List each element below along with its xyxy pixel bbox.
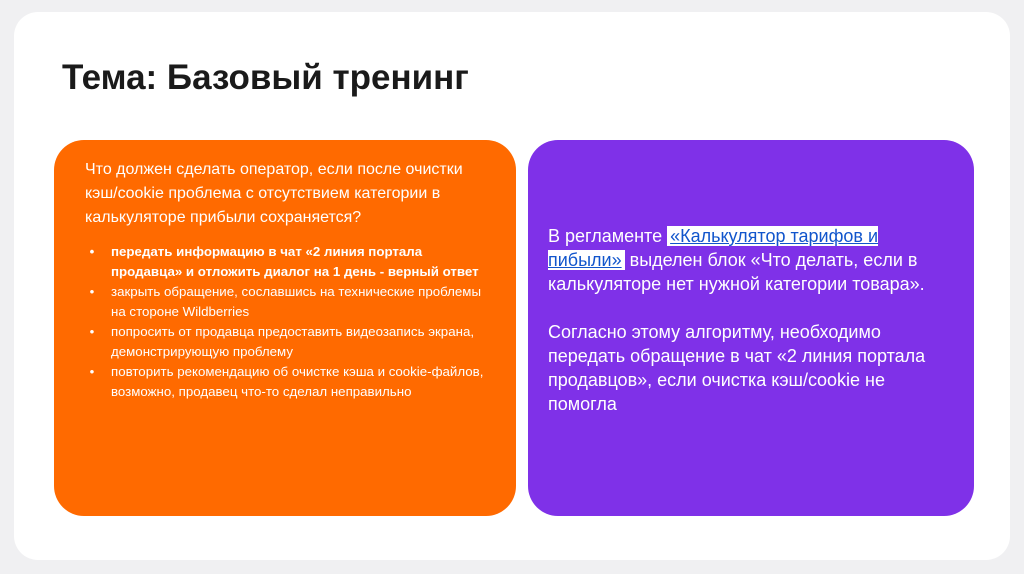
bullet-icon: •	[89, 364, 95, 379]
answer-card	[528, 140, 974, 516]
answer-option-text: закрыть обращение, сославшись на технические проблемы на стороне Wildberries	[111, 284, 482, 319]
question-text: Что должен сделать оператор, если после очистки кэш/cookie проблема с отсутствием категории в калькуляторе прибыли сохраняется?	[85, 161, 463, 226]
answer-paragraph-2: Согласно этому алгоритму, необходимо передать обращение в чат «2 линия портала продавцов», если очистка кэш/cookie не помогла	[548, 322, 926, 414]
slide-title: Тема: Базовый тренинг	[62, 58, 469, 97]
regulation-link[interactable]: «Калькулятор тарифов и пибыли»	[548, 226, 879, 270]
bullet-icon: •	[89, 244, 95, 259]
answer-option-text: попросить от продавца предоставить видеозапись экрана, демонстрирующую проблему	[111, 324, 475, 359]
answer-option-text: передать информацию в чат «2 линия портала продавца» и отложить диалог на 1 день - верный ответ	[111, 244, 479, 279]
bullet-icon: •	[89, 324, 95, 339]
answer-option	[85, 282, 496, 322]
slide	[14, 12, 1010, 560]
answer-option	[85, 362, 496, 402]
answer-text-before-link: В регламенте	[548, 226, 668, 246]
question-card	[54, 140, 516, 516]
answer-options-list	[85, 242, 496, 402]
answer-text-after-link: выделен блок «Что делать, если в калькуляторе нет нужной категории товара».	[548, 250, 925, 294]
bullet-icon: •	[89, 284, 95, 299]
answer-option-correct	[85, 242, 496, 282]
answer-paragraph-1	[548, 224, 952, 296]
answer-option-text: повторить рекомендацию об очистке кэша и cookie-файлов, возможно, продавец что-то сделал неправильно	[111, 364, 484, 399]
answer-option	[85, 322, 496, 362]
